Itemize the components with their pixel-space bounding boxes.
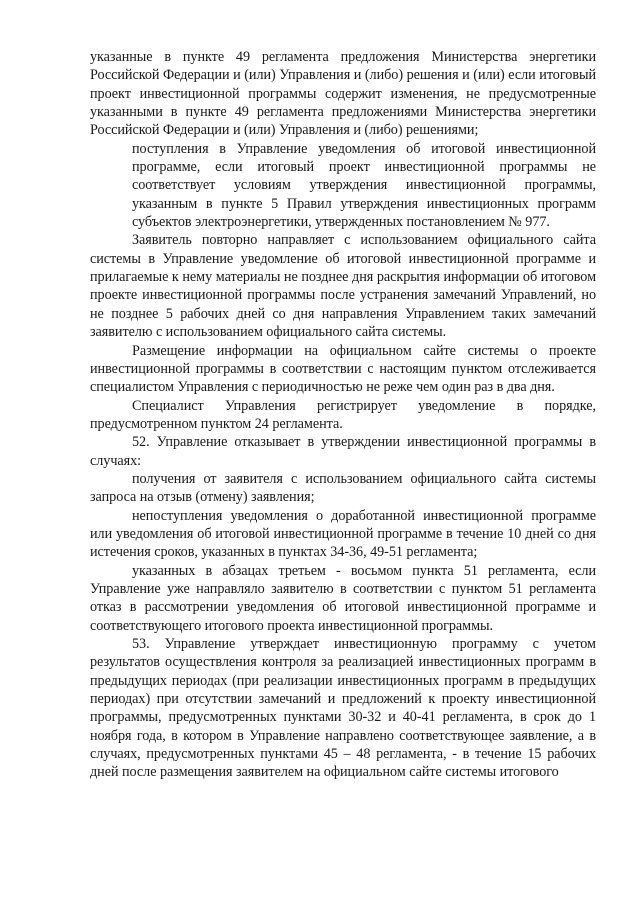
- paragraph-7: получения от заявителя с использованием официального сайта системы запроса на отзыв (отмену) заявления;: [90, 470, 596, 506]
- paragraph-1: указанные в пункте 49 регламента предложения Министерства энергетики Российской Федерации и (или) Управления и (либо) решения и (или) если итоговый проект инвестиционной программы содержит изменения, не предусмотренные указанными в пункте 49 регламента предложениями Министерства энергетики Российской Федерации и (или) Управления и (либо) решениями;: [90, 49, 596, 139]
- paragraph-9: указанных в абзацах третьем - восьмом пункта 51 регламента, если Управление уже направляло заявителю в соответствии с пунктом 51 регламента отказ в рассмотрении уведомления об итоговой инвестиционной программе и соответствующего итогового проекта инвестиционной программы.: [90, 562, 596, 634]
- paragraph-6: 52. Управление отказывает в утверждении инвестиционной программы в случаях:: [90, 434, 596, 469]
- document-page: [90, 48, 596, 782]
- paragraph-5: Специалист Управления регистрирует уведомление в порядке, предусмотренном пунктом 24 регламента.: [90, 397, 596, 432]
- paragraph-8: непоступления уведомления о доработанной инвестиционной программе или уведомления об итоговой инвестиционной программе в течение 10 дней со дня истечения сроков, указанных в пунктах 34-36, 49-51 регламента;: [90, 507, 596, 561]
- paragraph-4: Размещение информации на официальном сайте системы о проекте инвестиционной программы в соответствии с настоящим пунктом отслеживается специалистом Управления с периодичностью не реже чем один раз в два дня.: [90, 342, 596, 396]
- paragraph-3: Заявитель повторно направляет с использованием официального сайта системы в Управление уведомление об итоговой инвестиционной программе и прилагаемые к нему материалы не позднее дня раскрытия информации об итоговом проекте инвестиционной программы после устранения замечаний Управлений, но не позднее 5 рабочих дней со дня направления Управлением таких замечаний заявителю с использованием официального сайта системы.: [90, 232, 596, 341]
- paragraph-10: 53. Управление утверждает инвестиционную программу с учетом результатов осуществления контроля за реализацией инвестиционных программ в предыдущих периодах (при реализации инвестиционных программ в предыдущих периодах) при отсутствии замечаний и предложений к проекту инвестиционной программы, предусмотренных пунктами 30-32 и 40-41 регламента, в срок до 1 ноября года, в котором в Управление направлено соответствующее заявление, а в случаях, предусмотренных пунктами 45 – 48 регламента, - в течение 15 рабочих дней после размещения заявителем на официальном сайте системы итогового: [90, 636, 596, 781]
- paragraph-2: поступления в Управление уведомления об итоговой инвестиционной программе, если итоговый проект инвестиционной программы не соответствует условиям утверждения инвестиционной программы, указанным в пункте 5 Правил утверждения инвестиционных программ субъектов электроэнергетики, утвержденных постановлением № 977.: [132, 140, 596, 231]
